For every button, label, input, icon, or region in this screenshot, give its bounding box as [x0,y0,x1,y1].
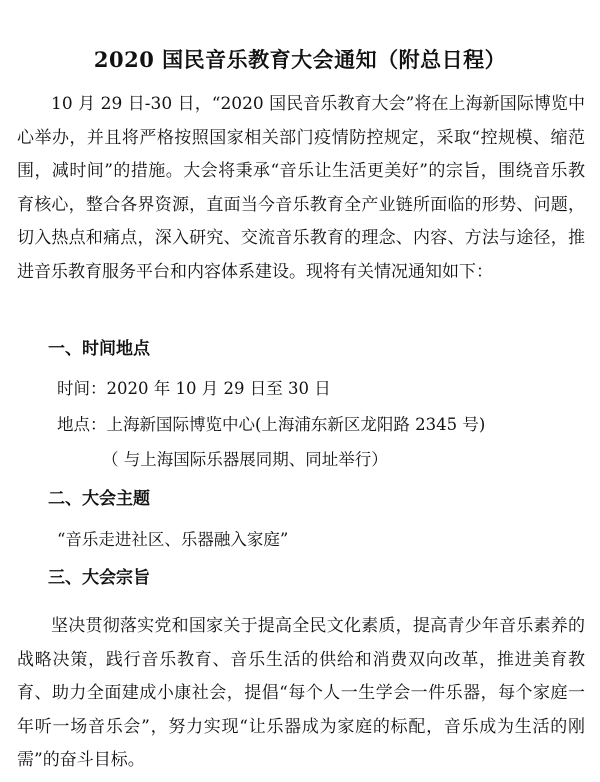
conference-theme: “音乐走进社区、乐器融入家庭” [57,530,289,549]
section-heading-purpose: 三、大会宗旨 [48,568,150,588]
purpose-paragraph: 坚决贯彻落实党和国家关于提高全民文化素质，提高青少年音乐素养的战略决策，践行音乐教育、音乐生活的供给和消费双向改革，推进美育教育、助力全面建成小康社会，提倡“每个人一生学会一件乐器，每个家庭一年听一场音乐会”，努力实现“让乐器成为家庭的标配，音乐成为生活的刚需”的奋斗目标。 [17,616,585,770]
section-heading-theme: 二、大会主题 [48,489,150,509]
section-heading-time-place: 一、时间地点 [48,339,150,359]
event-place: 地点：上海新国际博览中心(上海浦东新区龙阳路 2345 号) [57,415,486,434]
document-title: 2020 国民音乐教育大会通知（附总日程） [93,47,507,72]
intro-paragraph: 10 月 29 日-30 日，“2020 国民音乐教育大会”将在上海新国际博览中心举办，并且将严格按照国家相关部门疫情防控规定，采取“控规模、缩范围，减时间”的措施。大会将秉承“音乐让生活更美好”的宗旨，围绕音乐教育核心，整合各界资源，直面当今音乐教育全产业链所面临的形势、问题，切入热点和痛点，深入研究、交流音乐教育的理念、内容、方法与途径，推进音乐教育服务平台和内容体系建设。现将有关情况通知如下： [17,94,585,282]
event-note: （ 与上海国际乐器展同期、同址举行） [102,450,388,469]
event-time: 时间：2020 年 10 月 29 日至 30 日 [57,379,331,398]
